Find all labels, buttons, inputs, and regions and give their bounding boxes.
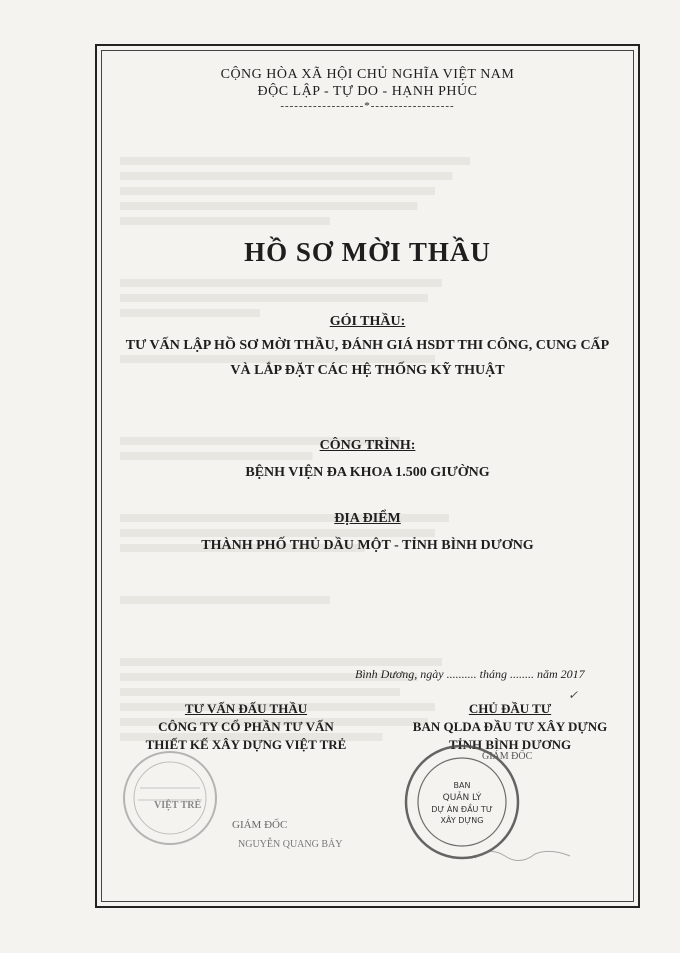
consultant-signer: NGUYỄN QUANG BẢY — [238, 839, 343, 850]
consultant-logo: VIỆT TRẺ — [154, 800, 202, 811]
package-line-2: VÀ LẮP ĐẶT CÁC HỆ THỐNG KỸ THUẬT — [230, 363, 505, 378]
date-line: Bình Dương, ngày .......... tháng ........ năm 2017 — [355, 667, 585, 681]
stamp-line-2: QUẢN LÝ — [442, 793, 482, 803]
location-value: THÀNH PHỐ THỦ DẦU MỘT - TỈNH BÌNH DƯƠNG — [201, 538, 534, 553]
document-title: HỒ SƠ MỜI THẦU — [244, 237, 491, 267]
investor-heading: CHỦ ĐẦU TƯ — [468, 701, 552, 716]
stamp-line-4: XÂY DỰNG — [440, 816, 484, 825]
investor-line-2: TỈNH BÌNH DƯƠNG — [448, 737, 572, 752]
package-heading: GÓI THẦU: — [329, 314, 406, 329]
location-heading: ĐỊA ĐIỂM — [334, 511, 401, 526]
consultant-heading: TƯ VẤN ĐẤU THẦU — [184, 701, 308, 716]
package-line-1: TƯ VẤN LẬP HỒ SƠ MỜI THẦU, ĐÁNH GIÁ HSDT THI CÔNG, CUNG CẤP — [125, 338, 610, 353]
consultant-stamp — [120, 748, 220, 848]
header-divider: ------------------*------------------ — [280, 100, 455, 112]
consultant-company-line-1: CÔNG TY CỔ PHẦN TƯ VẤN — [158, 719, 334, 734]
handwritten-initials: ✓ — [568, 688, 579, 702]
investor-position: GIÁM ĐỐC — [482, 751, 533, 762]
stamp-line-3: DỰ ÁN ĐẦU TƯ — [431, 805, 493, 814]
consultant-position: GIÁM ĐỐC — [232, 819, 288, 831]
nation-name: CỘNG HÒA XÃ HỘI CHỦ NGHĨA VIỆT NAM — [220, 67, 515, 82]
project-heading: CÔNG TRÌNH: — [319, 438, 416, 453]
signature-mark — [470, 838, 590, 868]
national-motto: ĐỘC LẬP - TỰ DO - HẠNH PHÚC — [257, 84, 478, 99]
project-name: BỆNH VIỆN ĐA KHOA 1.500 GIƯỜNG — [245, 465, 490, 480]
investor-line-1: BAN QLDA ĐẦU TƯ XÂY DỰNG — [412, 719, 608, 734]
stamp-line-1: BAN — [453, 781, 471, 790]
consultant-company-line-2: THIẾT KẾ XÂY DỰNG VIỆT TRẺ — [145, 737, 347, 752]
